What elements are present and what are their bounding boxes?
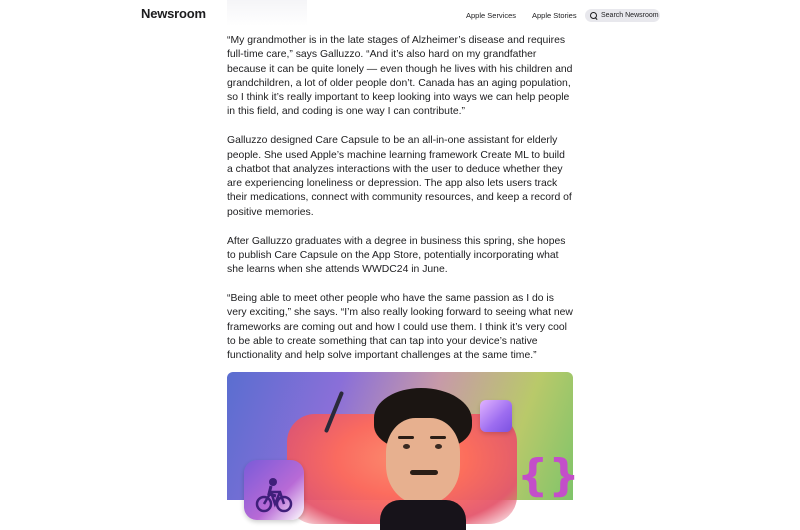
person-brow-right	[430, 436, 446, 439]
nav-link-apple-stories[interactable]: Apple Stories	[532, 11, 577, 20]
article-paragraph-3: After Galluzzo graduates with a degree in business this spring, she hopes to publish Care Capsule on the App Store, potentially incorporating what she learns when she attends WWDC24 in June.	[227, 235, 566, 276]
top-navigation	[0, 0, 800, 30]
previous-image-fragment	[227, 0, 307, 26]
article-paragraph-2: Galluzzo designed Care Capsule to be an all-in-one assistant for elderly people. She used Apple’s machine learning framework Create ML to build a chatbot that analyzes interactions with the user to deduce whether they are experiencing loneliness or depression. The app also lets users track their medications, connect with community resources, and keep a record of positive memories.	[227, 135, 572, 218]
search-newsroom-button[interactable]	[585, 9, 660, 22]
person-shirt	[380, 500, 466, 530]
nav-link-apple-services[interactable]: Apple Services	[466, 11, 517, 20]
app-icon-bicycle	[244, 460, 304, 520]
article-paragraph-1: “My grandmother is in the late stages of Alzheimer’s disease and requires full-time care,” says Galluzzo. “And it’s also hard on my grandfather because it can be quite lonely — even though he lives with his children and grandchildren, a lot of older people don’t. Canada has an aging population, so I think it’s really important to keep looking into ways we can help people in this field, and coding is one way I can contribute.”	[227, 35, 573, 118]
person-brow-left	[398, 436, 414, 439]
portrait-person	[370, 388, 476, 518]
cube-icon	[480, 400, 512, 432]
person-mustache	[410, 470, 438, 475]
newsroom-logo[interactable]: Newsroom	[141, 6, 206, 21]
article-body	[227, 34, 573, 378]
article-paragraph-4: “Being able to meet other people who have the same passion as I do is very exciting,” she says. “I’m also really looking forward to seeing what new frameworks are coming out and how I could use them. I think it’s very cool to be able to create something that can tap into your device’s native functionality and help solve important challenges at the same time.”	[227, 292, 573, 362]
person-face	[386, 418, 460, 504]
search-label: Search Newsroom	[601, 12, 659, 19]
person-eye-left	[403, 444, 410, 449]
article-hero-image	[227, 372, 580, 501]
person-eye-right	[435, 444, 442, 449]
search-icon	[590, 12, 598, 20]
bicycle-icon	[254, 476, 294, 516]
braces-icon: {}	[517, 450, 580, 501]
